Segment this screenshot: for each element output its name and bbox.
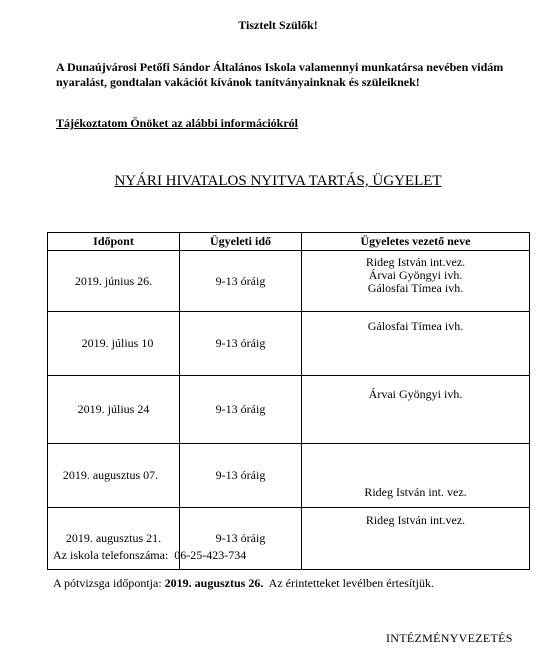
- row-leader-cell: [302, 444, 530, 508]
- row-date: 2019. július 24: [77, 402, 150, 417]
- signature: INTÉZMÉNYVEZETÉS: [386, 631, 513, 645]
- row-leader-cell: [302, 312, 530, 376]
- leader-name: Rideg István int. vez.: [364, 485, 467, 499]
- row-time: 9-13 óráig: [215, 273, 266, 288]
- row-leader-cell: [302, 376, 530, 444]
- leader-name: Árvai Gyöngyi ivh.: [368, 268, 463, 282]
- row-time-cell: [180, 251, 302, 312]
- exam-suffix: Az érintetteket levélben értesítjük.: [263, 576, 434, 590]
- row-time-cell: [180, 312, 302, 376]
- table-header-row: [48, 233, 530, 251]
- table-row: [48, 312, 530, 376]
- leader-name: Gálosfai Tímea ivh.: [367, 281, 464, 295]
- greeting: Tisztelt Szülők!: [238, 18, 318, 32]
- row-date: 2019. augusztus 21.: [65, 531, 162, 546]
- table-row: [48, 251, 530, 312]
- info-heading: Tájékoztatom Önöket az alábbi információkról: [56, 116, 298, 130]
- row-time-cell: [180, 376, 302, 444]
- resit-exam-line: [53, 576, 434, 590]
- exam-date: 2019. augusztus 26.: [164, 576, 264, 590]
- exam-prefix: A pótvizsga időpontja:: [53, 576, 165, 590]
- row-time: 9-13 óráig: [215, 531, 266, 546]
- row-date-cell: [48, 376, 180, 444]
- row-date-cell: [48, 251, 180, 312]
- row-time: 9-13 óráig: [215, 336, 266, 351]
- row-date: 2019. július 10: [81, 336, 154, 351]
- row-date-cell: [48, 312, 180, 376]
- column-header-date: Időpont: [48, 233, 180, 251]
- intro-paragraph: A Dunaújvárosi Petőfi Sándor Általános Iskola valamennyi munkatársa nevében vidám nyaralást, gondtalan vakációt kívánok tanítványainknak és szüleiknek!: [56, 60, 504, 89]
- leader-name: Rideg István int.vez.: [365, 513, 466, 527]
- row-date-cell: [48, 444, 180, 508]
- duty-schedule-table: [47, 232, 530, 570]
- column-header-leader: Ügyeletes vezető neve: [302, 233, 530, 251]
- leader-name: Rideg István int.vez.: [365, 255, 466, 269]
- column-header-duty-time: Ügyeleti idő: [180, 233, 302, 251]
- row-date: 2019. augusztus 07.: [62, 468, 159, 483]
- row-time-cell: [180, 444, 302, 508]
- row-leader-cell: [302, 251, 530, 312]
- main-title: NYÁRI HIVATALOS NYITVA TARTÁS, ÜGYELET: [114, 173, 442, 189]
- row-time: 9-13 óráig: [215, 402, 266, 417]
- row-leader-cell: [302, 508, 530, 570]
- table-row: [48, 376, 530, 444]
- row-date: 2019. június 26.: [74, 273, 153, 288]
- leader-name: Árvai Gyöngyi ivh.: [368, 387, 463, 401]
- school-phone-line: Az iskola telefonszáma: 06-25-423-734: [53, 548, 247, 562]
- table-row: [48, 444, 530, 508]
- leader-name: Gálosfai Tímea ivh.: [367, 319, 464, 333]
- row-time: 9-13 óráig: [215, 468, 266, 483]
